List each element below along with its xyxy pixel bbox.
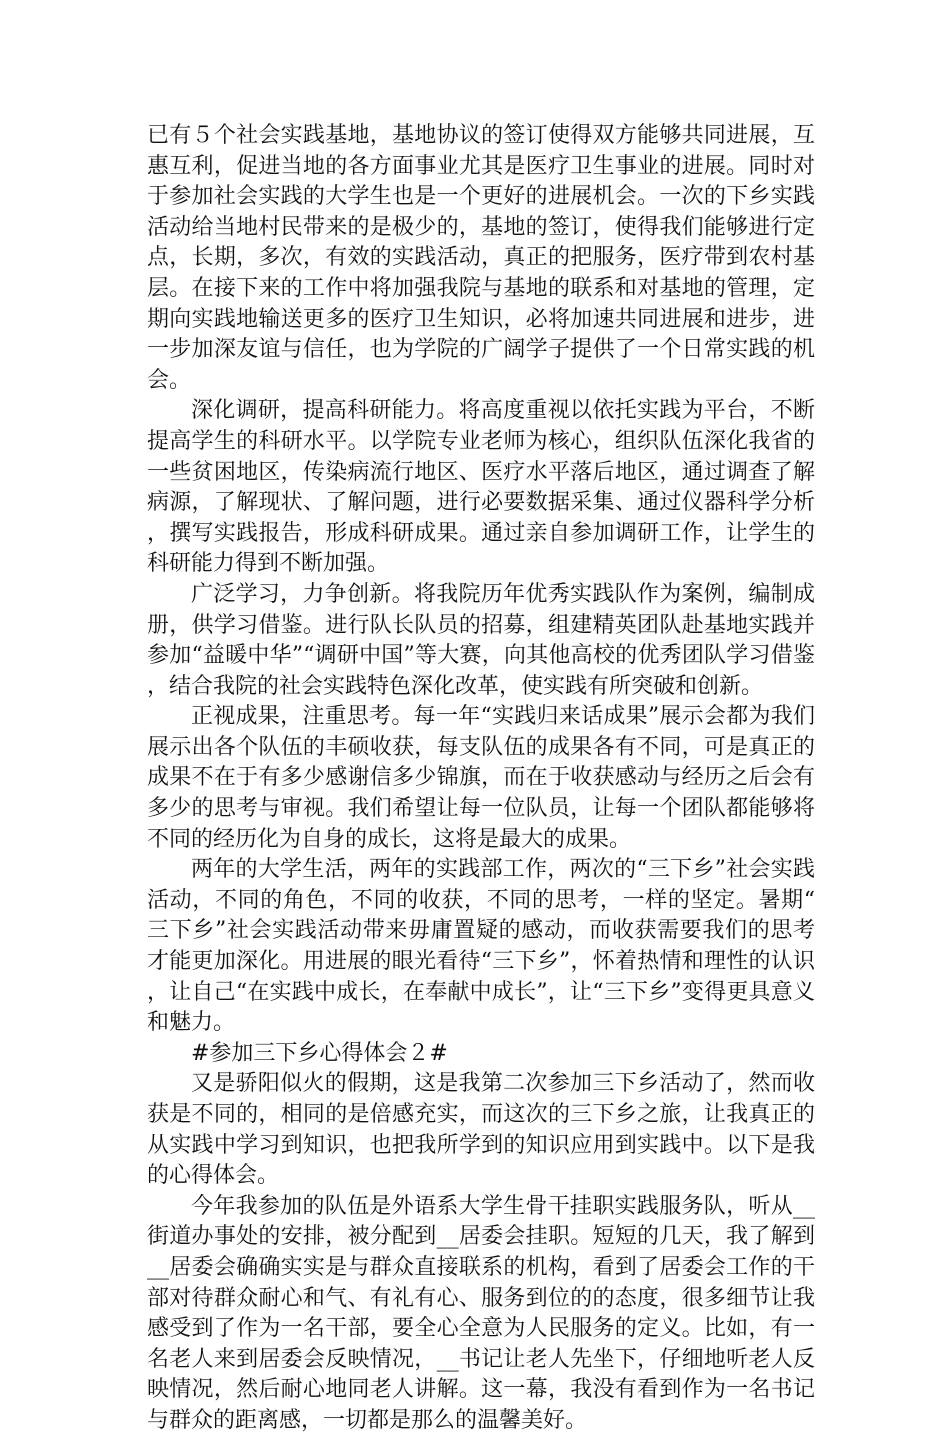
paragraph-1: 已有５个社会实践基地，基地协议的签订使得双方能够共同进展，互惠互利，促进当地的各方面事业尤其是医疗卫生事业的进展。同时对于参加社会实践的大学生也是一个更好的进展机会。一次的下乡实践活动给当地村民带来的是极少的，基地的签订，使得我们能够进行定点，长期，多次，有效的实践活动，真正的把服务，医疗带到农村基层。在接下来的工作中将加强我院与基地的联系和对基地的管理，定期向实践地输送更多的医疗卫生知识，必将加速共同进展和进步，进一步加深友谊与信任，也为学院的广阔学子提供了一个日常实践的机会。 xyxy=(147,123,815,393)
paragraph-6: 又是骄阳似火的假期，这是我第二次参加三下乡活动了，然而收获是不同的，相同的是倍感充实，而这次的三下乡之旅，让我真正的从实践中学习到知识，也把我所学到的知识应用到实践中。以下是我的心得体会。 xyxy=(147,1071,815,1189)
paragraph-7: 今年我参加的队伍是外语系大学生骨干挂职实践服务队，听从__街道办事处的安排，被分配到__居委会挂职。短短的几天，我了解到__居委会确确实实是与群众直接联系的机构，看到了居委会工作的干部对待群众耐心和气、有礼有心、服务到位的的态度，很多细节让我感受到了作为一名干部，要全心全意为人民服务的定义。比如，有一名老人来到居委会反映情况，__书记让老人先坐下，仔细地听老人反映情况，然后耐心地同老人讲解。这一幕，我没有看到作为一名书记与群众的距离感，一切都是那么的温馨美好。 xyxy=(147,1193,815,1433)
section-heading: #参加三下乡心得体会２# xyxy=(191,1040,448,1066)
paragraph-4: 正视成果，注重思考。每一年“实践归来话成果”展示会都为我们展示出各个队伍的丰硕收获，每支队伍的成果各有不同，可是真正的成果不在于有多少感谢信多少锦旗，而在于收获感动与经历之后会有多少的思考与审视。我们希望让每一位队员，让每一个团队都能够将不同的经历化为自身的成长，这将是最大的成果。 xyxy=(147,704,815,852)
paragraph-5: 两年的大学生活，两年的实践部工作，两次的“三下乡”社会实践活动，不同的角色，不同的收获，不同的思考，一样的坚定。暑期“三下乡”社会实践活动带来毋庸置疑的感动，而收获需要我们的思考才能更加深化。用进展的眼光看待“三下乡”，怀着热情和理性的认识，让自己“在实践中成长，在奉献中成长”，让“三下乡”变得更具意义和魅力。 xyxy=(147,857,815,1036)
paragraph-3: 广泛学习，力争创新。将我院历年优秀实践队作为案例，编制成册，供学习借鉴。进行队长队员的招募，组建精英团队赴基地实践并参加“益暖中华”“调研中国”等大赛，向其他高校的优秀团队学习借鉴，结合我院的社会实践特色深化改革，使实践有所突破和创新。 xyxy=(147,581,815,699)
document-body xyxy=(147,121,815,1437)
paragraph-2: 深化调研，提高科研能力。将高度重视以依托实践为平台，不断提高学生的科研水平。以学院专业老师为核心，组织队伍深化我省的一些贫困地区，传染病流行地区、医疗水平落后地区，通过调查了解病源，了解现状、了解问题，进行必要数据采集、通过仪器科学分析，撰写实践报告，形成科研成果。通过亲自参加调研工作，让学生的科研能力得到不断加强。 xyxy=(147,398,815,577)
